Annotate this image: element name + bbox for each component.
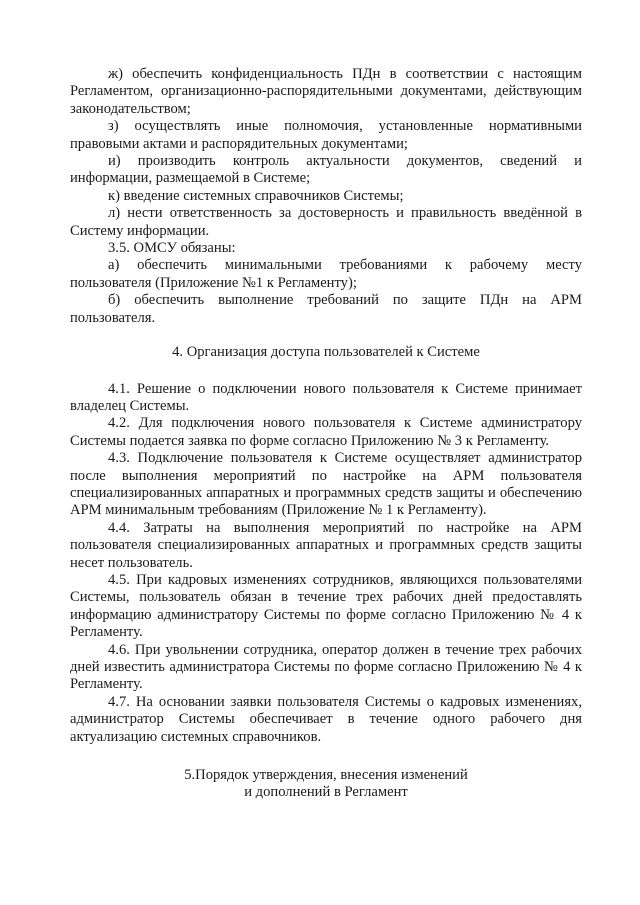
- clause-4-6: 4.6. При увольнении сотрудника, оператор должен в течение трех рабочих дней известить администратора Системы по форме согласно Приложению № 4 к Регламенту.: [70, 641, 582, 693]
- clause-3-5-item-b: б) обеспечить выполнение требований по защите ПДн на АРМ пользователя.: [70, 292, 582, 326]
- list-item-z: з) осуществлять иные полномочия, установленные нормативными правовыми актами и распорядительных документами;: [70, 118, 582, 152]
- clause-3-5-item-a: а) обеспечить минимальными требованиями к рабочему месту пользователя (Приложение №1 к Регламенту);: [70, 257, 582, 291]
- document-page: [70, 66, 582, 802]
- list-item-l: л) нести ответственность за достоверность и правильность введённой в Систему информации.: [70, 205, 582, 239]
- section-5-heading-line-2: и дополнений в Регламент: [244, 784, 408, 801]
- clause-4-2: 4.2. Для подключения нового пользователя к Системе администратору Системы подается заявка по форме согласно Приложению № 3 к Регламенту.: [70, 415, 582, 449]
- clause-4-4: 4.4. Затраты на выполнения мероприятий по настройке на АРМ пользователя специализированных аппаратных и программных средств защиты несет пользователь.: [70, 519, 582, 571]
- list-item-zh: ж) обеспечить конфиденциальность ПДн в соответствии с настоящим Регламентом, организационно-распорядительными документами, действующим законодательством;: [70, 66, 582, 117]
- clause-4-1: 4.1. Решение о подключении нового пользователя к Системе принимает владелец Системы.: [70, 380, 582, 414]
- list-item-i: и) производить контроль актуальности документов, сведений и информации, размещаемой в Системе;: [70, 153, 582, 187]
- section-5-heading-line-1: 5.Порядок утверждения, внесения изменений: [184, 767, 468, 784]
- clause-4-5: 4.5. При кадровых изменениях сотрудников, являющихся пользователями Системы, пользователь обязан в течение трех рабочих дней предоставлять информацию администратору Системы по форме согласно Приложению № 4 к Регламенту.: [70, 571, 582, 641]
- clause-3-5-title: 3.5. ОМСУ обязаны:: [108, 240, 236, 257]
- section-4-heading: 4. Организация доступа пользователей к Системе: [172, 344, 480, 361]
- list-item-k: к) введение системных справочников Системы;: [108, 187, 404, 204]
- clause-4-7: 4.7. На основании заявки пользователя Системы о кадровых изменениях, администратор Системы обеспечивает в течение одного рабочего дня актуализацию системных справочников.: [70, 693, 582, 745]
- clause-4-3: 4.3. Подключение пользователя к Системе осуществляет администратор после выполнения мероприятий по настройке на АРМ пользователя специализированных аппаратных и программных средств защиты и обеспечению АРМ минимальным требованиям (Приложение № 1 к Регламенту).: [70, 450, 582, 519]
- section-5-heading: [70, 767, 582, 802]
